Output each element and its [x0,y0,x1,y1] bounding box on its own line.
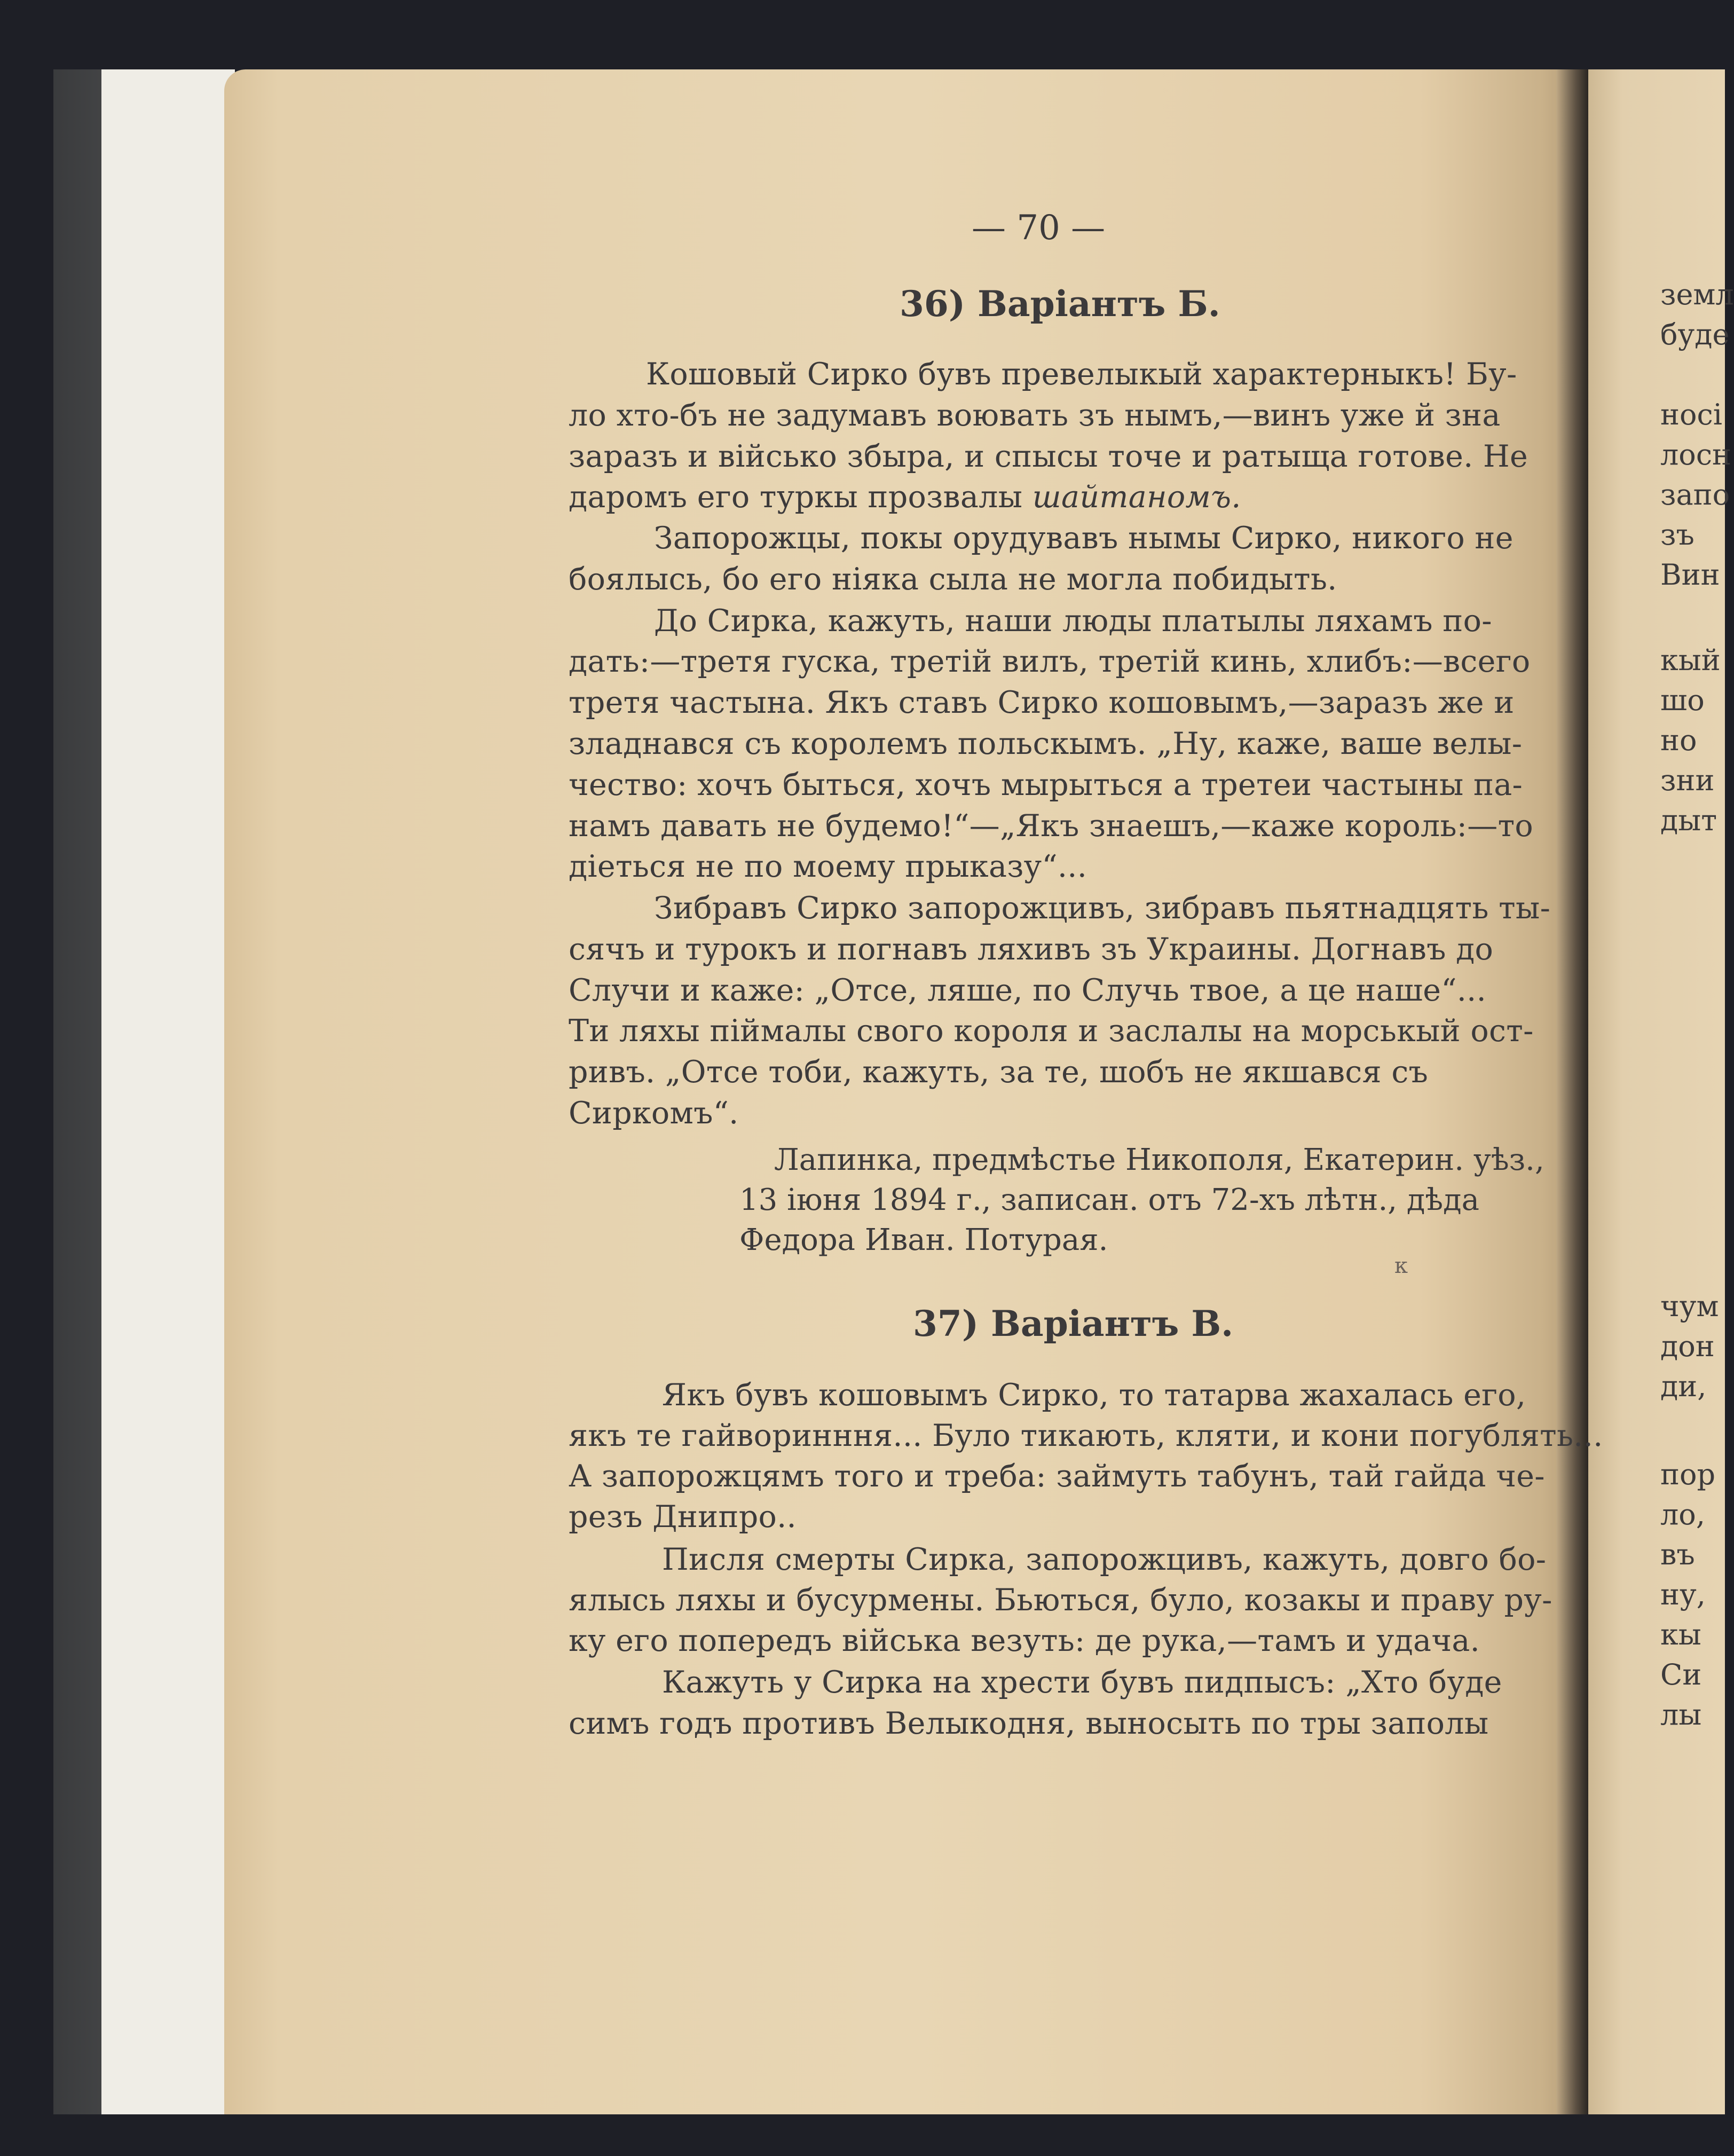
right-page-fragment: шо [1660,683,1705,717]
right-page-fragment: кый [1660,643,1721,677]
text-line: До Сирка, кажуть, наши люды платылы ляхамъ по- [654,603,1492,639]
background-band [53,2114,1725,2156]
text-line: ло хто-бъ не задумавъ воювать зъ нымъ,—винъ уже й зна [569,398,1501,433]
text-line: зладнався съ королемъ польскымъ. „Ну, каже, ваше велы- [569,726,1523,761]
right-page-fragment: кы [1660,1618,1701,1651]
right-page-fragment: дыт [1660,804,1717,837]
text-line: резъ Днипро.. [569,1499,797,1535]
text-line: Случи и каже: „Отсе, ляше, по Случь твое, а це наше“... [569,973,1487,1008]
text-line: діеться не по моему прыказу“... [569,849,1087,884]
text-line: ялысь ляхы и бусурмены. Бьються, було, козакы и праву ру- [569,1583,1552,1618]
text-line: симъ годъ противъ Велыкодня, выносыть по тры заполы [569,1706,1489,1741]
right-page-fragment: Си [1660,1658,1702,1691]
text-line: А запорожцямъ того и треба: займуть табунъ, тай гайда че- [569,1459,1545,1494]
right-page-fragment: земл [1660,278,1734,311]
section-heading-36: 36) Варіантъ Б. [900,283,1220,325]
stray-mark: к [1394,1254,1408,1278]
right-page-fragment: запо [1660,478,1730,512]
text-line: заразъ и військo збыра, и спысы точе и ратыща готове. Не [569,439,1528,474]
book-gutter [1556,69,1588,2114]
text-line: даромъ его туркы прозвалы шайтаномъ. [569,479,1241,515]
right-page-fragment: зъ [1660,518,1694,552]
right-page-fragment: пор [1660,1458,1716,1491]
text-line: Писля смерты Сирка, запорожцивъ, кажуть, довго бо- [662,1542,1547,1577]
text-line: ку его попередъ війська везуть: де рука,—тамъ и удача. [569,1623,1480,1658]
section-heading-37: 37) Варіантъ В. [913,1303,1234,1344]
right-page-fragment: дон [1660,1329,1715,1363]
text-line: ривъ. „Отсе тоби, кажуть, за те, шобъ не якшався съ [569,1055,1429,1090]
right-page-fragment: лосн [1660,438,1732,471]
text-line: боялысь, бо его ніяка сыла не могла побидыть. [569,562,1337,597]
right-page-fragment: лы [1660,1698,1702,1732]
right-page-fragment: Вин [1660,558,1720,592]
right-page-fragment: ло, [1660,1498,1705,1531]
text-line: третя частына. Якъ ставъ Сирко кошовымъ,—заразъ же и [569,685,1515,720]
source-note-line: 13 іюня 1894 г., записан. отъ 72-хъ лѣтн., дѣда [739,1183,1479,1217]
page-number: — 70 — [972,208,1106,248]
text-line: Ти ляхы піймалы свого короля и заслалы на морськый ост- [569,1013,1534,1049]
text-line: Якъ бувъ кошовымъ Сирко, то татарва жахалась его, [662,1378,1526,1413]
right-page-fragment: буде [1660,318,1730,351]
text-line: якъ те гайворинння... Було тикають, кляти, и кони погублять... [569,1418,1603,1453]
text-line: дать:—третя гуска, третій вилъ, третій кинь, хлибъ:—всего [569,644,1531,679]
text-line: намъ давать не будемо!“—„Якъ знаешъ,—каже король:—то [569,808,1534,844]
text-line: Зибравъ Сирко запорожцивъ, зибравъ пьятнадцять ты- [654,891,1551,926]
italic-word: шайтаномъ. [1032,479,1241,515]
text-line: Кажуть у Сирка на хрести бувъ пидпысъ: „Хто буде [662,1665,1502,1700]
text-line: чество: хочъ быться, хочъ мырыться а третеи частыны па- [569,767,1523,802]
text-line: Запорожцы, покы орудувавъ нымы Сирко, никого не [654,521,1514,556]
right-page-fragment: носі [1660,398,1723,431]
right-page-fragment: зни [1660,764,1715,797]
source-note-line: Лапинка, предмѣстье Никополя, Екатерин. уѣз., [774,1143,1544,1177]
right-page [1588,69,1725,2114]
page-edge [101,69,235,2114]
source-note-line: Федора Иван. Потурая. [739,1223,1108,1257]
text-line: сячъ и турокъ и погнавъ ляхивъ зъ Украины. Догнавъ до [569,932,1494,967]
text-line: Сиркомъ“. [569,1096,739,1131]
right-page-fragment: ну, [1660,1578,1706,1611]
right-page-fragment: чум [1660,1289,1719,1323]
right-page-fragment: но [1660,723,1697,757]
right-page-fragment: ди, [1660,1370,1707,1403]
text-line: Кошовый Сирко бувъ превелыкый характерныкъ! Бу- [646,357,1517,392]
right-page-fragment: въ [1660,1538,1695,1571]
